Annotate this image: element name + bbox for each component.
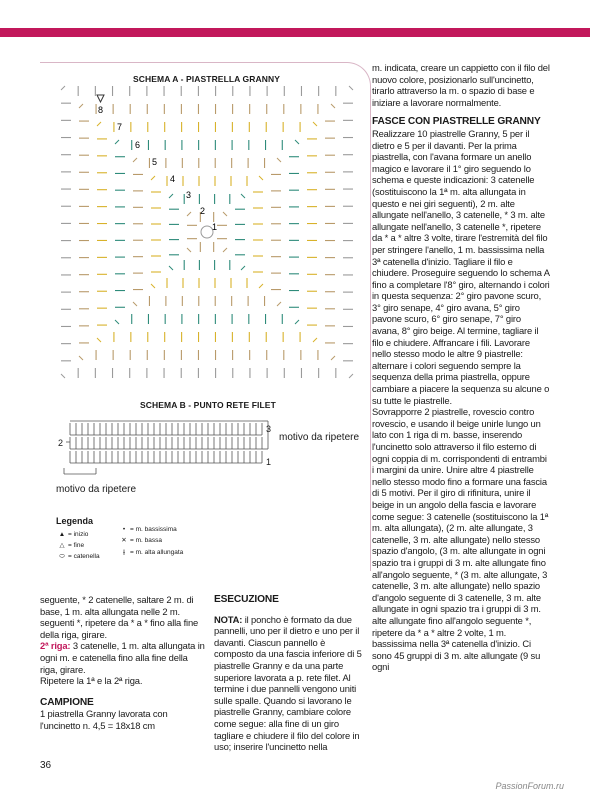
repeat-label-bottom: motivo da ripetere [56, 484, 137, 495]
paragraph: 1 piastrella Granny lavorata con l'uncinetto n. 4,5 = 18x18 cm [40, 708, 168, 731]
legend-item-slip-stitch: • = m. bassissima [118, 525, 177, 534]
round-number-7: 7 [117, 122, 123, 132]
row-number-2: 2 [58, 438, 64, 448]
legend-item-end: △ = fine [56, 541, 84, 550]
round-number-6: 6 [135, 140, 141, 150]
open-triangle-icon: △ [59, 542, 65, 549]
section-heading: ESECUZIONE [214, 594, 279, 605]
legend-title: Legenda [56, 516, 94, 526]
round-number-8: 8 [98, 105, 104, 115]
paragraph: 2ª riga: 3 catenelle, 1 m. alta allungata in ogni m. e catenella fino alla fine della riga, girare. [40, 640, 205, 675]
filled-triangle-icon: ▲ [58, 531, 66, 538]
paragraph: Realizzare 10 piastrelle Granny, 5 per il dietro e 5 per il davanti. Per la prima piastrella, con l'avana formare un anello magico e lavorare il 1° giro seguendo lo schema e queste indicazioni: 3 catenelle (sostituiscono la 1ª m. alta allungata in questo e nei giri seguenti), 2 m. alte allungate nell'anello, 3 catenelle, * 3 m. alte allungate nell'anello, 3 catenelle *, ripetere da * a * altre 3 volte, tirare l'estremità del filo per stringere l'anello, 1 m. bassissima nella 3ª catenella d'inizio. Tagliare il filo e chiudere. Proseguire seguendo lo schema A fino a completare l'8° giro, alternando i colori in questa sequenza: 2° giro pavone scuro, 3° giro senape, 4° giro avana, 5° giro pavone scuro, 6° giro senape, 7° giro avana, 8° giro beige. Al termine, tagliare il filo e chiudere. Affrancare i fili. Lavorare nello stesso modo le altre 9 piastrelle: alternare i colori seguendo sempre la sequenza della prima piastrella, oppure cambiare a piacere la sequenza su alcune o su tutte le piastrelle. [372, 127, 550, 406]
page-number: 36 [40, 760, 52, 771]
legend-item-chain: ⬭ = catenella [56, 552, 100, 561]
middle-text-column [214, 594, 364, 753]
row-number-3: 3 [266, 424, 272, 434]
legend-item-treble: ⫲ = m. alta allungata [118, 548, 183, 557]
legend-item-single-crochet: ✕ = m. bassa [118, 536, 162, 545]
schema-b-title: SCHEMA B - PUNTO RETE FILET [140, 400, 276, 410]
round-number-2: 2 [200, 206, 206, 216]
chain-oval-icon: ⬭ [59, 553, 65, 560]
watermark: PassionForum.ru [495, 781, 564, 791]
round-number-1: 1 [212, 222, 218, 232]
paragraph: m. indicata, creare un cappietto con il filo del nuovo colore, posizionarlo sull'uncinetto, tirarlo attraverso la m. o spazio di base e iniziare a lavorare normalmente. [372, 62, 550, 108]
round-number-3: 3 [186, 190, 192, 200]
section-heading: FASCE CON PIASTRELLE GRANNY [372, 116, 541, 128]
legend-item-start: ▲ = inizio [56, 530, 88, 539]
row-number-1: 1 [266, 457, 272, 467]
left-text-column [40, 594, 205, 732]
section-heading: CAMPIONE [40, 696, 94, 708]
paragraph: Ripetere la 1ª e la 2ª riga. [40, 675, 143, 687]
dot-icon: • [122, 526, 126, 533]
paragraph: seguente, * 2 catenelle, saltare 2 m. di base, 1 m. alta allungata nelle 2 m. seguenti *, ripetere da * a * fino alla fine della riga, girare. [40, 594, 199, 640]
repeat-label-right: motivo da ripetere [279, 432, 360, 443]
row-label: 2ª riga: [40, 640, 71, 652]
paragraph: Sovrapporre 2 piastrelle, rovescio contro rovescio, e usando il beige unirle lungo un lato con 1 riga di m. basse, inserendo l'uncinetto solo attraverso il filo esterno di ogni coppia di m. corrispondenti di entrambi i margini da unire. Unire altre 4 piastrelle nello stesso modo fino a formare una fascia di 5 motivi. Per il giro di rifinitura, unire il beige in un angolo della fascia e lavorare come segue: 3 catenelle (sostituiscono la 1ª m. alta allungata), (2 m. alte allungate, 3 catenelle, 3 m. alte allungate) nello stesso spazio d'angolo, (3 m. alte allungate in ogni spazio tra i gruppi di 3 m. alte allungate fino all'angolo seguente, * (3 m. alte allungate, 3 catenelle, 3 m. alte allungate) nello spazio d'angolo seguente di 3 catenelle, 3 m. alte allungate in ogni spazio tra i gruppi di 3 m. alte allungate fino all'angolo seguente *, ripetere da * a * altre 2 volte, 1 m. bassissima nella 3ª catenella d'inizio. Ci sono 45 gruppi di 3 m. alte allungate (9 su ogni [372, 406, 549, 673]
right-text-column [372, 62, 550, 673]
paragraph: NOTA: il poncho è formato da due pannelli, uno per il dietro e uno per il davanti. Ciascun pannello è composto da una fascia inferiore di 5 piastrelle Granny e da una parte superiore lavorata a p. rete filet. Al termine i due pannelli vengono uniti sulle spalle. Quando si lavorano le piastrelle Granny, cambiare colore come segue: alla fine di un giro tagliare e chiudere il filo del colore in uso; inserire l'uncinetto nella [214, 613, 362, 753]
treble-stitch-icon: ⫲ [122, 549, 126, 556]
cross-icon: ✕ [121, 537, 127, 544]
round-number-5: 5 [152, 157, 158, 167]
schema-a-title: SCHEMA A - PIASTRELLA GRANNY [133, 74, 280, 84]
round-number-4: 4 [170, 174, 176, 184]
